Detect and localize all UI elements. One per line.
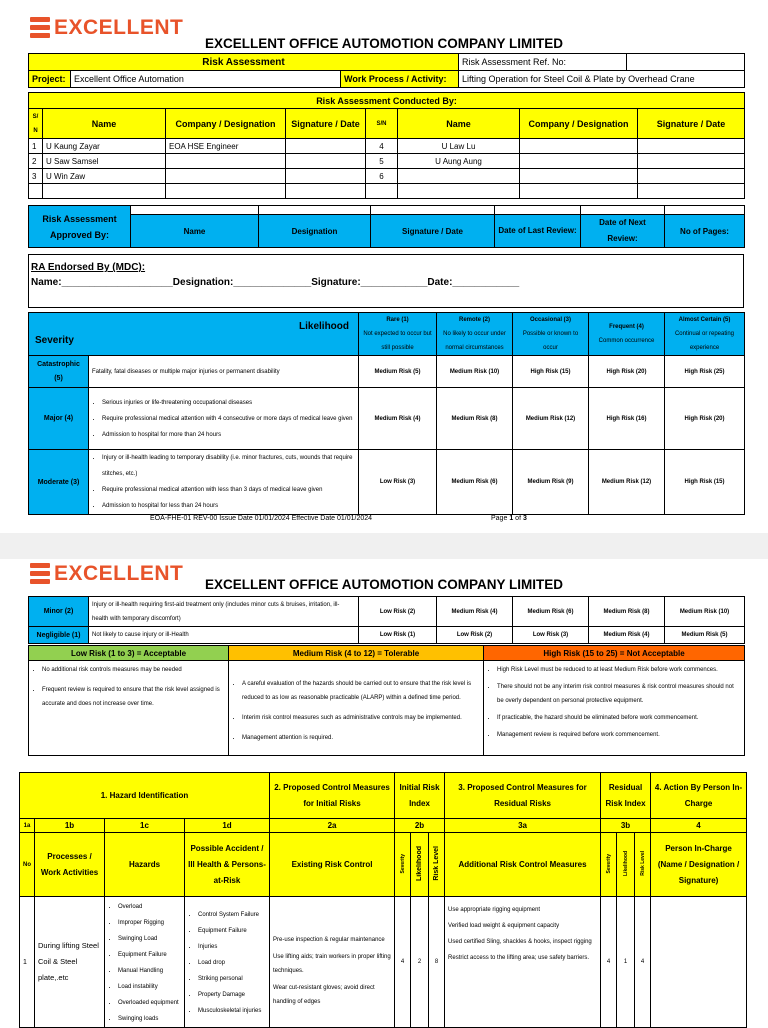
risk-cell: Medium Risk (8) xyxy=(437,388,513,450)
sn-header: S/ N xyxy=(29,109,43,139)
risk-cell: Medium Risk (6) xyxy=(513,597,589,627)
code-1a: 1a xyxy=(20,819,35,833)
team-company xyxy=(520,169,638,184)
initial-likelihood-header: Likelihood xyxy=(416,846,424,881)
team-sn: 5 xyxy=(366,154,398,169)
risk-cell: Medium Risk (12) xyxy=(589,450,665,515)
risk-cell: Medium Risk (5) xyxy=(665,627,745,644)
risk-level-legend xyxy=(28,645,745,756)
code-4: 4 xyxy=(651,819,747,833)
risk-cell: Low Risk (3) xyxy=(513,627,589,644)
endorsed-section xyxy=(28,254,744,308)
page-separator xyxy=(0,533,768,559)
company2-header: Company / Designation xyxy=(520,109,638,139)
risk-cell: Medium Risk (9) xyxy=(513,450,589,515)
severity-row xyxy=(29,597,745,627)
hazards-cell: • Overload • Improper Rigging • Swinging Load • Equipment Failure • Manual Handling • Load instability • Overloaded equipment • Swinging loads xyxy=(105,897,185,1028)
team-row xyxy=(29,139,745,154)
team-signature[interactable] xyxy=(638,169,745,184)
severity-moderate: Moderate (3) xyxy=(29,450,89,515)
residual-likelihood: 1 xyxy=(617,897,635,1028)
likelihood-frequent: Frequent (4) Common occurrence xyxy=(589,313,665,356)
no-header: No xyxy=(20,833,35,897)
processes-header: Processes / Work Activities xyxy=(35,833,105,897)
hazard-table xyxy=(19,772,747,1028)
risk-cell: Medium Risk (4) xyxy=(359,388,437,450)
risk-assessment-heading: Risk Assessment xyxy=(29,54,459,71)
additional-control-cell: Use appropriate rigging equipment Verified load weight & equipment capacity Used certified Sling, shackles & hooks, inspect rigging Restrict access to the lifting area; use safety barriers. xyxy=(445,897,601,1028)
risk-cell: Low Risk (2) xyxy=(359,597,437,627)
legend-medium-title: Medium Risk (4 to 12) = Tolerable xyxy=(229,646,484,661)
approval-table xyxy=(28,205,745,248)
row-no: 1 xyxy=(20,897,35,1028)
hazard-identification-header: 1. Hazard Identification xyxy=(20,773,270,819)
code-2a: 2a xyxy=(270,819,395,833)
legend-medium-body: • A careful evaluation of the hazards should be carried out to ensure that the risk level is reduced to as low as reasonable practicable (ALARP) within a defined time period. • Interim risk control measures such as administrative controls may be implemented. • Management attention is required. xyxy=(229,661,484,756)
code-3a: 3a xyxy=(445,819,601,833)
signature-header: Signature / Date xyxy=(286,109,366,139)
approved-by-label: Risk Assessment Approved By: xyxy=(29,206,131,248)
likelihood-almost-certain: Almost Certain (5) Continual or repeating experience xyxy=(665,313,745,356)
severity-row xyxy=(29,356,745,388)
endorsed-title: RA Endorsed By (MDC): xyxy=(31,262,146,273)
code-1d: 1d xyxy=(185,819,270,833)
team-name: U Law Lu xyxy=(398,139,520,154)
risk-cell: High Risk (15) xyxy=(513,356,589,388)
additional-control-header: Additional Risk Control Measures xyxy=(445,833,601,897)
work-process-label: Work Process / Activity: xyxy=(341,71,459,88)
likelihood-occasional: Occasional (3) Possible or known to occur xyxy=(513,313,589,356)
severity-description: • Injury or ill-health leading to temporary disability (i.e. minor fractures, cuts, wounds that require stitches, etc.) • Require professional medical attention with less than 3 days of medical leave given • Admission to hospital for less than 24 hours xyxy=(89,450,359,515)
team-company: EOA HSE Engineer xyxy=(166,139,286,154)
name-header: Name xyxy=(43,109,166,139)
ref-no-label: Risk Assessment Ref. No: xyxy=(459,54,627,71)
initial-risk-header: Initial Risk Index xyxy=(395,773,445,819)
severity-negligible: Negligible (1) xyxy=(29,627,89,644)
risk-matrix-continued xyxy=(28,596,745,644)
team-signature[interactable] xyxy=(638,139,745,154)
team-sn: 3 xyxy=(29,169,43,184)
project-value: Excellent Office Automation xyxy=(71,71,341,88)
residual-risk-level: 4 xyxy=(635,897,651,1028)
legend-low-body: • No additional risk controls measures may be needed • Frequent review is required to ensure that the risk level assigned is accurate and does not increase over time. xyxy=(29,661,229,756)
page-title: EXCELLENT OFFICE AUTOMOTION COMPANY LIMITED xyxy=(204,36,563,51)
likelihood-label: Likelihood xyxy=(299,321,349,332)
endorsed-line: Name:____________________Designation:______________Signature:____________Date:____________ xyxy=(31,277,520,288)
team-row xyxy=(29,154,745,169)
team-name: U Saw Samsel xyxy=(43,154,166,169)
project-label: Project: xyxy=(29,71,71,88)
risk-cell: Medium Risk (8) xyxy=(589,597,665,627)
severity-row xyxy=(29,450,745,515)
initial-severity-header: Severity xyxy=(399,853,406,874)
residual-severity-header: Severity xyxy=(605,853,612,874)
severity-label: Severity xyxy=(35,335,74,346)
page-title: EXCELLENT OFFICE AUTOMOTION COMPANY LIMITED xyxy=(204,577,563,592)
legend-high-title: High Risk (15 to 25) = Not Acceptable xyxy=(484,646,745,661)
severity-description: Fatality, fatal diseases or multiple major injuries or permanent disability xyxy=(89,356,359,388)
risk-cell: High Risk (15) xyxy=(665,450,745,515)
severity-description: Not likely to cause injury or ill-Health xyxy=(89,627,359,644)
table-row xyxy=(20,897,747,1028)
last-review-header: Date of Last Review: xyxy=(495,215,581,248)
accident-header: Possible Accident / Ill Health & Persons-at-Risk xyxy=(185,833,270,897)
residual-likelihood-header: Likelihood xyxy=(622,851,629,876)
severity-major: Major (4) xyxy=(29,388,89,450)
severity-description: • Serious injuries or life-threatening occupational diseases • Require professional medical attention with 4 consecutive or more days of medical leave given • Admission to hospital for more than 24 hours xyxy=(89,388,359,450)
team-name: U Aung Aung xyxy=(398,154,520,169)
team-signature[interactable] xyxy=(638,154,745,169)
logo-wordmark: EXCELLENT xyxy=(54,16,184,39)
approval-name-header: Name xyxy=(131,215,259,248)
initial-risk-level-header: Risk Level xyxy=(433,846,441,881)
team-name xyxy=(398,169,520,184)
risk-cell: Medium Risk (10) xyxy=(437,356,513,388)
risk-cell: Medium Risk (12) xyxy=(513,388,589,450)
conducted-by-table xyxy=(28,92,745,199)
initial-controls-header: 2. Proposed Control Measures for Initial Risks xyxy=(270,773,395,819)
company-header: Company / Designation xyxy=(166,109,286,139)
team-signature[interactable] xyxy=(286,169,366,184)
risk-cell: Medium Risk (10) xyxy=(665,597,745,627)
risk-cell: Medium Risk (5) xyxy=(359,356,437,388)
severity-row xyxy=(29,388,745,450)
residual-controls-header: 3. Proposed Control Measures for Residual Risks xyxy=(445,773,601,819)
risk-cell: Medium Risk (4) xyxy=(589,627,665,644)
risk-cell: Low Risk (1) xyxy=(359,627,437,644)
code-3b: 3b xyxy=(601,819,651,833)
likelihood-remote: Remote (2) No likely to occur under normal circumstances xyxy=(437,313,513,356)
code-2b: 2b xyxy=(395,819,445,833)
risk-cell: Medium Risk (6) xyxy=(437,450,513,515)
logo-wordmark: EXCELLENT xyxy=(54,562,184,585)
code-1c: 1c xyxy=(105,819,185,833)
team-signature[interactable] xyxy=(286,154,366,169)
team-company xyxy=(166,154,286,169)
person-in-charge-cell[interactable] xyxy=(651,897,747,1028)
accidents-cell: • Control System Failure • Equipment Failure • Injuries • Load drop • Striking personal • Property Damage • Musculoskeletal injuries xyxy=(185,897,270,1028)
risk-cell: Medium Risk (4) xyxy=(437,597,513,627)
action-by-header: 4. Action By Person In-Charge xyxy=(651,773,747,819)
severity-description: Injury or ill-health requiring first-aid treatment only (includes minor cuts & bruises, irritation, ill-health with temporary discomfort) xyxy=(89,597,359,627)
document-footer: EOA-FHE-01 REV-00 Issue Date 01/01/2024 Effective Date 01/01/2024 xyxy=(150,515,373,522)
team-company xyxy=(520,139,638,154)
risk-cell: Low Risk (3) xyxy=(359,450,437,515)
work-process-value: Lifting Operation for Steel Coil & Plate by Overhead Crane xyxy=(459,71,745,88)
person-in-charge-header: Person In-Charge (Name / Designation / Signature) xyxy=(651,833,747,897)
conducted-by-heading: Risk Assessment Conducted By: xyxy=(29,93,745,109)
process-cell: During lifting Steel Coil & Steel plate,.etc xyxy=(35,897,105,1028)
pages-header: No of Pages: xyxy=(665,215,745,248)
code-1b: 1b xyxy=(35,819,105,833)
signature2-header: Signature / Date xyxy=(638,109,745,139)
initial-severity: 4 xyxy=(395,897,411,1028)
legend-low-title: Low Risk (1 to 3) = Acceptable xyxy=(29,646,229,661)
ref-no-value[interactable] xyxy=(627,54,745,71)
severity-catastrophic: Catastrophic (5) xyxy=(29,356,89,388)
next-review-header: Date of Next Review: xyxy=(581,215,665,248)
severity-minor: Minor (2) xyxy=(29,597,89,627)
residual-severity: 4 xyxy=(601,897,617,1028)
residual-risk-header: Residual Risk Index xyxy=(601,773,651,819)
risk-cell: High Risk (25) xyxy=(665,356,745,388)
residual-risk-level-header: Risk Level xyxy=(639,851,646,876)
likelihood-rare: Rare (1) Not expected to occur but still possible xyxy=(359,313,437,356)
existing-control-cell: Pre-use inspection & regular maintenance Use lifting aids; train workers in proper lifting techniques. Wear cut-resistant gloves; avoid direct handling of edges xyxy=(270,897,395,1028)
team-company xyxy=(520,154,638,169)
severity-likelihood-header xyxy=(29,313,359,356)
page-number: Page 1 of 3 xyxy=(491,515,527,522)
name2-header: Name xyxy=(398,109,520,139)
team-name: U Win Zaw xyxy=(43,169,166,184)
team-sn: 1 xyxy=(29,139,43,154)
risk-cell: High Risk (20) xyxy=(665,388,745,450)
legend-high-body: • High Risk Level must be reduced to at least Medium Risk before work commences. • There should not be any interim risk control measures & risk control measures should not be overly dependent on personal protective equipment. • If practicable, the hazard should be eliminated before work commencement. • Management review is required before work commencement. xyxy=(484,661,745,756)
risk-matrix-table xyxy=(28,312,745,515)
team-row xyxy=(29,169,745,184)
initial-risk-level: 8 xyxy=(429,897,445,1028)
hazards-header: Hazards xyxy=(105,833,185,897)
sn2-header: S/N xyxy=(366,109,398,139)
approval-signature-header: Signature / Date xyxy=(371,215,495,248)
team-sn: 6 xyxy=(366,169,398,184)
initial-likelihood: 2 xyxy=(411,897,429,1028)
existing-control-header: Existing Risk Control xyxy=(270,833,395,897)
risk-cell: High Risk (16) xyxy=(589,388,665,450)
team-company xyxy=(166,169,286,184)
team-sn: 2 xyxy=(29,154,43,169)
approval-designation-header: Designation xyxy=(259,215,371,248)
header-table xyxy=(28,53,745,88)
severity-row xyxy=(29,627,745,644)
risk-cell: Low Risk (2) xyxy=(437,627,513,644)
team-row xyxy=(29,184,745,199)
team-name: U Kaung Zayar xyxy=(43,139,166,154)
team-signature[interactable] xyxy=(286,139,366,154)
risk-cell: High Risk (20) xyxy=(589,356,665,388)
team-sn: 4 xyxy=(366,139,398,154)
